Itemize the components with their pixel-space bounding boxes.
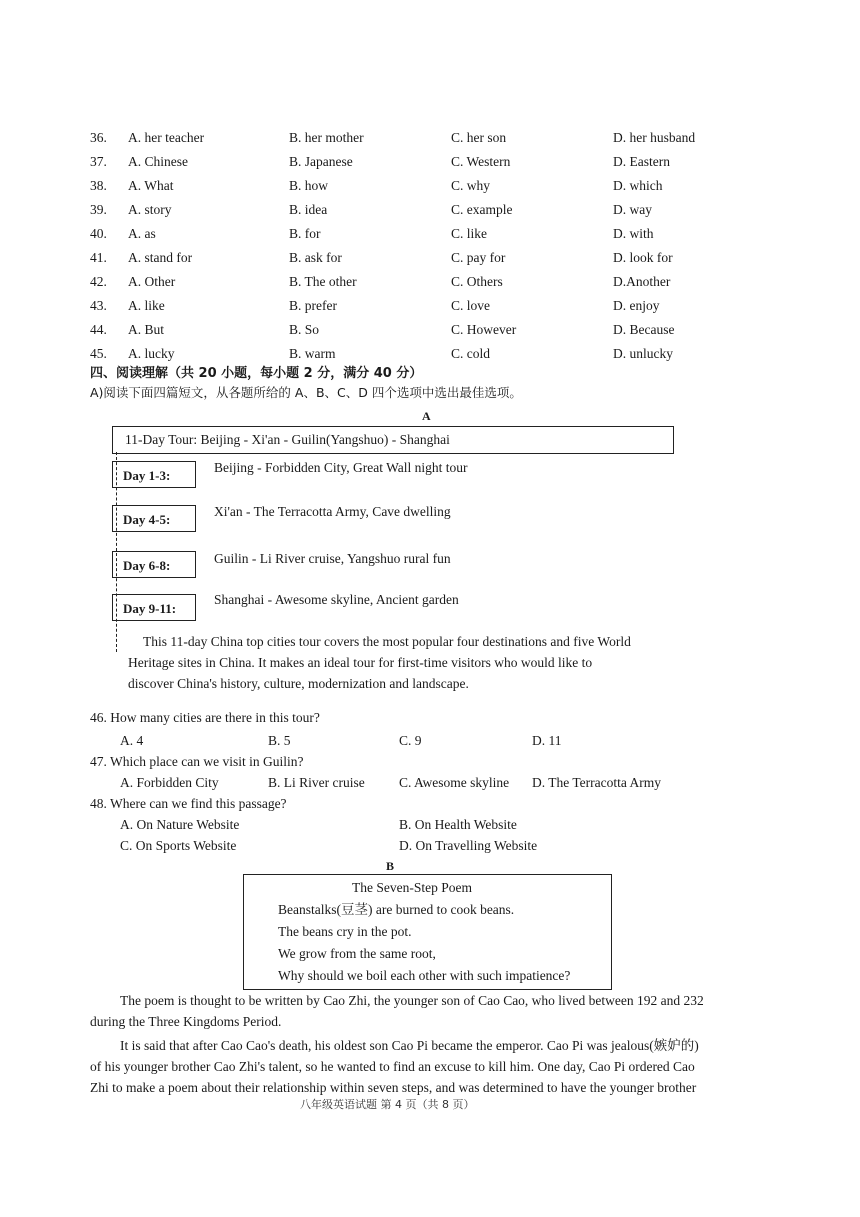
paragraph-line: This 11-day China top cities tour covers the most popular four destinations and five World <box>143 634 631 649</box>
day-description: Xi'an - The Terracotta Army, Cave dwelling <box>214 504 451 519</box>
option-a: A. Chinese <box>128 154 188 169</box>
day-label: Day 9-11: <box>112 594 196 621</box>
answer-a: A. Forbidden City <box>120 775 219 790</box>
section-heading: 四、阅读理解（共 20 小题，每小题 2 分，满分 40 分） <box>90 366 423 381</box>
option-d: D. Because <box>613 322 675 337</box>
answer-b: B. On Health Website <box>399 817 517 832</box>
day-label: Day 4-5: <box>112 505 196 532</box>
question-stem: 47. Which place can we visit in Guilin? <box>90 754 304 769</box>
option-c: C. Western <box>451 154 511 169</box>
option-b: B. her mother <box>289 130 364 145</box>
answer-c: C. On Sports Website <box>120 838 237 853</box>
option-c: C. her son <box>451 130 507 145</box>
question-number: 36. <box>90 130 107 145</box>
option-b: B. for <box>289 226 321 241</box>
paragraph-line: It is said that after Cao Cao's death, his oldest son Cao Pi became the emperor. Cao Pi was jealous(嫉妒的) <box>120 1038 699 1053</box>
option-c: C. cold <box>451 346 490 361</box>
poem-box <box>243 874 612 990</box>
question-number: 45. <box>90 346 107 361</box>
answer-d: D. On Travelling Website <box>399 838 538 853</box>
poem-line: We grow from the same root, <box>278 946 436 961</box>
question-number: 39. <box>90 202 107 217</box>
option-b: B. prefer <box>289 298 337 313</box>
tour-title-box <box>112 426 674 454</box>
day-description: Beijing - Forbidden City, Great Wall night tour <box>214 460 468 475</box>
tour-title: 11-Day Tour: Beijing - Xi'an - Guilin(Yangshuo) - Shanghai <box>125 432 450 447</box>
option-a: A. But <box>128 322 165 337</box>
option-c: C. However <box>451 322 517 337</box>
day-description: Shanghai - Awesome skyline, Ancient garden <box>214 592 459 607</box>
question-number: 40. <box>90 226 107 241</box>
answer-a: A. 4 <box>120 733 144 748</box>
answer-b: B. 5 <box>268 733 291 748</box>
option-c: C. like <box>451 226 487 241</box>
passage-label: A <box>422 409 431 423</box>
answer-d: D. 11 <box>532 733 562 748</box>
paragraph-line: during the Three Kingdoms Period. <box>90 1014 282 1029</box>
answer-a: A. On Nature Website <box>120 817 240 832</box>
answer-d: D. The Terracotta Army <box>532 775 662 790</box>
poem-line: Beanstalks(豆茎) are burned to cook beans. <box>278 902 515 917</box>
passage-label: B <box>386 859 395 873</box>
option-a: A. What <box>128 178 174 193</box>
question-stem: 46. How many cities are there in this tour? <box>90 710 320 725</box>
option-c: C. pay for <box>451 250 506 265</box>
section-instruction: A)阅读下面四篇短文，从各题所给的 A、B、C、D 四个选项中选出最佳选项。 <box>90 385 522 400</box>
option-a: A. her teacher <box>128 130 205 145</box>
option-a: A. story <box>128 202 172 217</box>
day-description: Guilin - Li River cruise, Yangshuo rural fun <box>214 551 451 566</box>
answer-c: C. 9 <box>399 733 422 748</box>
option-b: B. So <box>289 322 320 337</box>
option-a: A. Other <box>128 274 176 289</box>
option-a: A. like <box>128 298 165 313</box>
option-b: B. ask for <box>289 250 342 265</box>
poem-line: Why should we boil each other with such impatience? <box>278 968 571 983</box>
option-d: D. with <box>613 226 654 241</box>
answer-b: B. Li River cruise <box>268 775 365 790</box>
option-b: B. how <box>289 178 329 193</box>
option-b: B. idea <box>289 202 328 217</box>
answer-c: C. Awesome skyline <box>399 775 510 790</box>
question-number: 41. <box>90 250 107 265</box>
option-d: D. her husband <box>613 130 696 145</box>
option-d: D. unlucky <box>613 346 673 361</box>
option-a: A. lucky <box>128 346 175 361</box>
question-number: 42. <box>90 274 107 289</box>
option-a: A. stand for <box>128 250 193 265</box>
paragraph-line: The poem is thought to be written by Cao Zhi, the younger son of Cao Cao, who lived between 192 and 232 <box>120 993 704 1008</box>
paragraph-line: of his younger brother Cao Zhi's talent, so he wanted to find an excuse to kill him. One day, Cao Pi ordered Cao <box>90 1059 695 1074</box>
option-d: D. which <box>613 178 663 193</box>
day-label: Day 1-3: <box>112 461 196 488</box>
option-b: B. Japanese <box>289 154 353 169</box>
option-b: B. The other <box>289 274 357 289</box>
question-stem: 48. Where can we find this passage? <box>90 796 287 811</box>
option-c: C. example <box>451 202 513 217</box>
option-d: D. enjoy <box>613 298 660 313</box>
option-d: D.Another <box>613 274 671 289</box>
option-c: C. love <box>451 298 490 313</box>
option-d: D. way <box>613 202 652 217</box>
question-number: 37. <box>90 154 107 169</box>
option-a: A. as <box>128 226 156 241</box>
option-d: D. look for <box>613 250 673 265</box>
poem-title: The Seven-Step Poem <box>352 880 472 895</box>
option-b: B. warm <box>289 346 336 361</box>
option-c: C. why <box>451 178 491 193</box>
page-footer: 八年级英语试题 第 4 页（共 8 页） <box>300 1098 475 1111</box>
question-number: 44. <box>90 322 107 337</box>
option-c: C. Others <box>451 274 503 289</box>
option-d: D. Eastern <box>613 154 670 169</box>
question-number: 43. <box>90 298 107 313</box>
paragraph-line: discover China's history, culture, modernization and landscape. <box>128 676 469 691</box>
poem-line: The beans cry in the pot. <box>278 924 412 939</box>
paragraph-line: Heritage sites in China. It makes an ideal tour for first-time visitors who would like to <box>128 655 593 670</box>
paragraph-line: Zhi to make a poem about their relationship within seven steps, and was determined to have the younger brother <box>90 1080 697 1095</box>
day-label: Day 6-8: <box>112 551 196 578</box>
question-number: 38. <box>90 178 107 193</box>
